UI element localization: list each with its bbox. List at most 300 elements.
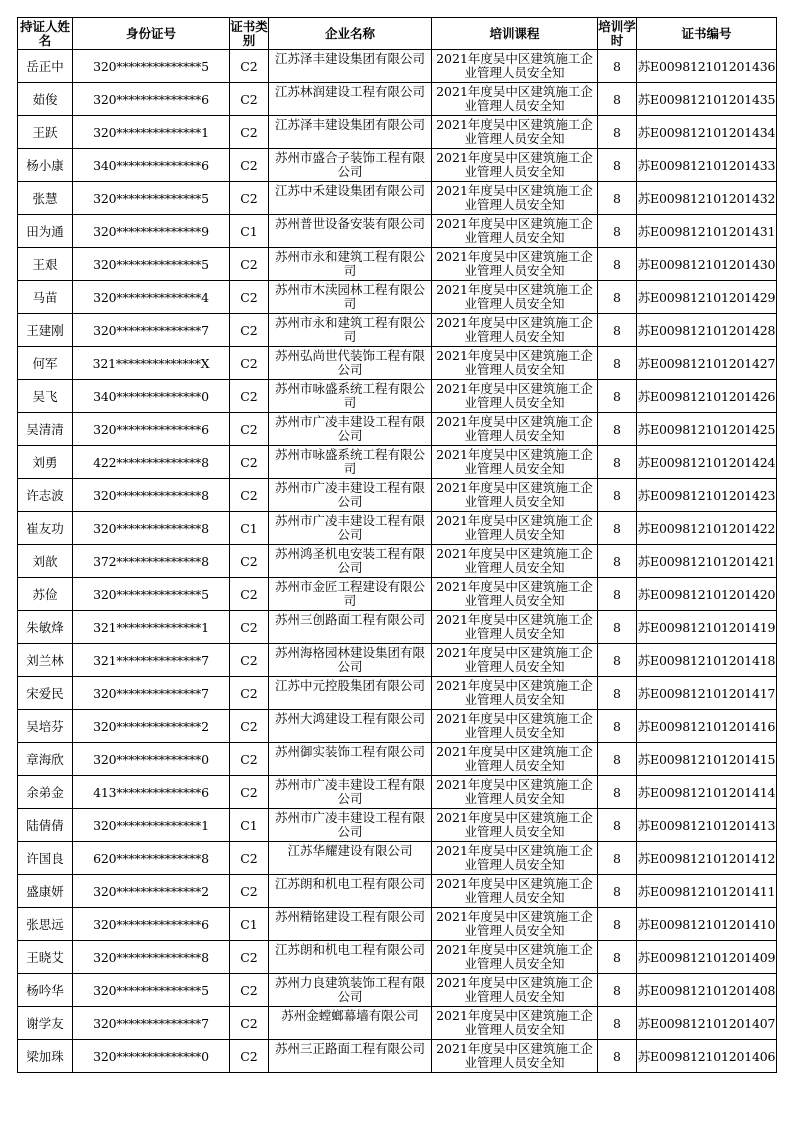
cell-company: [269, 413, 432, 446]
cell-course: [432, 974, 598, 1007]
cell-cert-number-text: 苏E009812101201425: [637, 422, 776, 437]
cell-company-text: 苏州市永和建筑工程有限公司: [274, 316, 425, 344]
cell-cert-type-text: C2: [240, 850, 258, 866]
cell-course-text: 2021年度吴中区建筑施工企业管理人员安全知: [436, 712, 593, 740]
cell-name-text: 吴飞: [32, 389, 58, 404]
cell-cert-number: [637, 842, 777, 875]
table-row: [18, 83, 777, 116]
cell-cert-type: [230, 182, 269, 215]
cell-company-text: 苏州三正路面工程有限公司: [274, 1042, 425, 1056]
cell-name-text: 朱敏烽: [26, 620, 64, 635]
cell-cert-type: [230, 809, 269, 842]
cell-name: [18, 776, 73, 809]
cell-course-text: 2021年度吴中区建筑施工企业管理人员安全知: [436, 85, 593, 113]
cell-name: [18, 611, 73, 644]
cell-name-text: 王建刚: [26, 323, 64, 338]
cell-name-text: 谢学友: [26, 1016, 64, 1031]
cell-hours-text: 8: [613, 421, 621, 437]
cell-name-text: 许志波: [26, 488, 64, 503]
cell-course: [432, 1007, 598, 1040]
cell-name: [18, 215, 73, 248]
table-row: [18, 413, 777, 446]
cell-company-text: 江苏林润建设工程有限公司: [274, 85, 425, 99]
cell-name-text: 许国良: [26, 851, 64, 866]
cell-course: [432, 908, 598, 941]
cell-cert-type-text: C2: [240, 190, 258, 206]
cell-course-text: 2021年度吴中区建筑施工企业管理人员安全知: [436, 1009, 593, 1037]
table-row: [18, 974, 777, 1007]
cell-name-text: 刘兰林: [26, 653, 64, 668]
cell-company-text: 苏州市广凌丰建设工程有限公司: [274, 415, 425, 443]
cell-hours-text: 8: [613, 355, 621, 371]
cell-name: [18, 347, 73, 380]
cell-cert-number: [637, 248, 777, 281]
table-row: [18, 182, 777, 215]
cell-course-text: 2021年度吴中区建筑施工企业管理人员安全知: [436, 382, 593, 410]
cell-name-text: 马苗: [32, 290, 58, 305]
cell-name: [18, 941, 73, 974]
cell-name: [18, 83, 73, 116]
cell-course-text: 2021年度吴中区建筑施工企业管理人员安全知: [436, 910, 593, 938]
cell-cert-number-text: 苏E009812101201411: [637, 884, 776, 899]
cell-company-text: 苏州精铭建设工程有限公司: [274, 910, 425, 924]
cell-hours: [598, 545, 637, 578]
cell-id-number-text: 320**************8: [93, 487, 209, 503]
cell-id-number: [73, 479, 230, 512]
cell-course: [432, 116, 598, 149]
cell-cert-type-text: C1: [240, 817, 258, 833]
cell-cert-number: [637, 380, 777, 413]
cell-cert-number: [637, 644, 777, 677]
cell-id-number: [73, 644, 230, 677]
cell-id-number: [73, 974, 230, 1007]
cell-cert-type: [230, 215, 269, 248]
table-row: [18, 50, 777, 83]
cell-name-text: 盛康妍: [26, 884, 64, 899]
cell-course: [432, 545, 598, 578]
cell-hours-text: 8: [613, 322, 621, 338]
cell-hours-text: 8: [613, 982, 621, 998]
table-row: [18, 446, 777, 479]
cell-cert-type: [230, 776, 269, 809]
cell-id-number: [73, 578, 230, 611]
cell-course-text: 2021年度吴中区建筑施工企业管理人员安全知: [436, 943, 593, 971]
cell-id-number: [73, 182, 230, 215]
cell-cert-type: [230, 974, 269, 1007]
cell-cert-number: [637, 347, 777, 380]
cell-cert-number: [637, 578, 777, 611]
cell-hours-text: 8: [613, 1048, 621, 1064]
cell-id-number-text: 320**************7: [93, 685, 209, 701]
cell-id-number: [73, 512, 230, 545]
cell-course: [432, 1040, 598, 1073]
cell-company: [269, 83, 432, 116]
cell-name-text: 吴清清: [26, 422, 64, 437]
cell-cert-number: [637, 809, 777, 842]
cell-course-text: 2021年度吴中区建筑施工企业管理人员安全知: [436, 250, 593, 278]
cell-hours: [598, 248, 637, 281]
cell-id-number-text: 320**************5: [93, 982, 209, 998]
table-row: [18, 743, 777, 776]
cell-cert-number: [637, 446, 777, 479]
table-row: [18, 281, 777, 314]
cell-id-number-text: 320**************5: [93, 256, 209, 272]
cell-id-number: [73, 380, 230, 413]
cell-cert-type-text: C2: [240, 421, 258, 437]
cell-course: [432, 446, 598, 479]
cell-hours: [598, 1040, 637, 1073]
cell-id-number-text: 320**************4: [93, 289, 209, 305]
cell-name-text: 宋爱民: [26, 686, 64, 701]
cell-name-text: 刘歆: [32, 554, 58, 569]
cell-cert-type: [230, 479, 269, 512]
cell-hours-text: 8: [613, 58, 621, 74]
cell-cert-type: [230, 1007, 269, 1040]
cell-hours: [598, 809, 637, 842]
cell-hours-text: 8: [613, 685, 621, 701]
cell-cert-number: [637, 215, 777, 248]
cell-cert-type-text: C2: [240, 949, 258, 965]
cell-name: [18, 446, 73, 479]
cell-company-text: 苏州市广凌丰建设工程有限公司: [274, 514, 425, 542]
cell-name-text: 何军: [32, 356, 58, 371]
cell-course: [432, 842, 598, 875]
table-row: [18, 941, 777, 974]
cell-course-text: 2021年度吴中区建筑施工企业管理人员安全知: [436, 316, 593, 344]
cell-course: [432, 512, 598, 545]
cell-company: [269, 116, 432, 149]
cell-cert-number: [637, 512, 777, 545]
table-row: [18, 380, 777, 413]
cell-company-text: 江苏泽丰建设集团有限公司: [274, 118, 425, 132]
cell-company-text: 苏州市咏盛系统工程有限公司: [274, 448, 425, 476]
cell-company-text: 苏州金螳螂幕墙有限公司: [281, 1009, 419, 1023]
cell-cert-number-text: 苏E009812101201410: [637, 917, 776, 932]
cell-cert-type: [230, 248, 269, 281]
cell-course: [432, 248, 598, 281]
cell-hours: [598, 776, 637, 809]
cell-company-text: 苏州市金匠工程建设有限公司: [274, 580, 425, 608]
cell-course-text: 2021年度吴中区建筑施工企业管理人员安全知: [436, 811, 593, 839]
header-course: 培训课程: [432, 18, 598, 50]
table-row: [18, 644, 777, 677]
table-row: [18, 578, 777, 611]
cell-id-number: [73, 941, 230, 974]
cell-cert-type-text: C2: [240, 685, 258, 701]
cell-cert-type-text: C2: [240, 1048, 258, 1064]
cell-company-text: 苏州御实装饰工程有限公司: [274, 745, 425, 759]
table-row: [18, 215, 777, 248]
cell-company-text: 苏州市盛合子装饰工程有限公司: [274, 151, 425, 179]
cell-id-number-text: 320**************6: [93, 916, 209, 932]
cell-hours: [598, 347, 637, 380]
cell-name: [18, 644, 73, 677]
cell-course-text: 2021年度吴中区建筑施工企业管理人员安全知: [436, 877, 593, 905]
cell-cert-number-text: 苏E009812101201418: [637, 653, 776, 668]
cell-course-text: 2021年度吴中区建筑施工企业管理人员安全知: [436, 184, 593, 212]
cell-cert-type-text: C2: [240, 124, 258, 140]
cell-company-text: 江苏华耀建设有限公司: [287, 844, 413, 858]
cell-hours-text: 8: [613, 454, 621, 470]
cell-id-number-text: 620**************8: [93, 850, 209, 866]
cell-cert-type-text: C2: [240, 487, 258, 503]
cell-cert-type: [230, 611, 269, 644]
cell-company-text: 苏州力良建筑装饰工程有限公司: [274, 976, 425, 1004]
cell-name: [18, 875, 73, 908]
cell-course: [432, 215, 598, 248]
cell-company: [269, 479, 432, 512]
cell-cert-number: [637, 1040, 777, 1073]
cell-course-text: 2021年度吴中区建筑施工企业管理人员安全知: [436, 481, 593, 509]
cell-company: [269, 974, 432, 1007]
cell-company: [269, 875, 432, 908]
cell-hours-text: 8: [613, 388, 621, 404]
cell-hours-text: 8: [613, 718, 621, 734]
cell-course-text: 2021年度吴中区建筑施工企业管理人员安全知: [436, 52, 593, 80]
cell-cert-type-text: C2: [240, 652, 258, 668]
cell-company-text: 江苏泽丰建设集团有限公司: [274, 52, 425, 66]
cell-id-number-text: 422**************8: [93, 454, 209, 470]
cell-cert-type: [230, 347, 269, 380]
cell-cert-number-text: 苏E009812101201429: [637, 290, 776, 305]
cell-id-number: [73, 743, 230, 776]
cell-id-number: [73, 413, 230, 446]
cell-id-number: [73, 677, 230, 710]
cell-cert-number: [637, 710, 777, 743]
cell-id-number-text: 372**************8: [93, 553, 209, 569]
cell-name-text: 章海欣: [26, 752, 64, 767]
cell-id-number: [73, 1040, 230, 1073]
cell-course: [432, 578, 598, 611]
cell-name: [18, 710, 73, 743]
cell-hours: [598, 611, 637, 644]
cell-course: [432, 413, 598, 446]
cell-company: [269, 182, 432, 215]
table-row: [18, 908, 777, 941]
cell-cert-number-text: 苏E009812101201434: [637, 125, 776, 140]
cell-course: [432, 50, 598, 83]
cell-hours-text: 8: [613, 586, 621, 602]
cell-cert-type-text: C1: [240, 223, 258, 239]
cell-course: [432, 941, 598, 974]
cell-id-number: [73, 611, 230, 644]
cell-company: [269, 908, 432, 941]
cell-company: [269, 941, 432, 974]
cell-cert-type-text: C2: [240, 58, 258, 74]
cell-name: [18, 743, 73, 776]
cell-cert-type-text: C2: [240, 289, 258, 305]
cell-cert-type: [230, 446, 269, 479]
table-row: [18, 314, 777, 347]
cell-cert-number-text: 苏E009812101201412: [637, 851, 776, 866]
table-row: [18, 875, 777, 908]
cell-hours-text: 8: [613, 1015, 621, 1031]
cell-name-text: 吴培芬: [26, 719, 64, 734]
cell-cert-number-text: 苏E009812101201424: [637, 455, 776, 470]
cell-hours-text: 8: [613, 157, 621, 173]
cell-hours-text: 8: [613, 190, 621, 206]
cell-company: [269, 446, 432, 479]
cell-course: [432, 314, 598, 347]
cell-id-number: [73, 875, 230, 908]
cell-name: [18, 809, 73, 842]
cell-cert-number-text: 苏E009812101201436: [637, 59, 776, 74]
cell-cert-number: [637, 776, 777, 809]
cell-cert-type-text: C2: [240, 619, 258, 635]
cell-company: [269, 710, 432, 743]
cell-cert-number: [637, 479, 777, 512]
cell-id-number-text: 321**************1: [93, 619, 209, 635]
cell-id-number-text: 320**************1: [93, 817, 209, 833]
cell-id-number-text: 320**************0: [93, 1048, 209, 1064]
cell-company-text: 江苏中元控股集团有限公司: [274, 679, 425, 693]
cell-name-text: 杨小康: [26, 158, 64, 173]
cell-id-number: [73, 314, 230, 347]
cell-cert-number-text: 苏E009812101201421: [637, 554, 776, 569]
cell-cert-type-text: C2: [240, 982, 258, 998]
cell-name: [18, 314, 73, 347]
cell-company: [269, 347, 432, 380]
cell-hours: [598, 875, 637, 908]
cell-name-text: 杨吟华: [26, 983, 64, 998]
cell-company-text: 江苏朗和机电工程有限公司: [274, 943, 425, 957]
cell-hours: [598, 677, 637, 710]
cell-cert-number-text: 苏E009812101201413: [637, 818, 776, 833]
cell-name-text: 王艰: [32, 257, 58, 272]
cell-hours: [598, 83, 637, 116]
cell-hours: [598, 842, 637, 875]
cell-company: [269, 1040, 432, 1073]
cell-cert-type: [230, 875, 269, 908]
cell-hours-text: 8: [613, 883, 621, 899]
table-row: [18, 149, 777, 182]
cell-hours-text: 8: [613, 916, 621, 932]
cell-cert-number: [637, 974, 777, 1007]
cell-hours-text: 8: [613, 223, 621, 239]
cell-cert-type-text: C2: [240, 751, 258, 767]
cell-cert-number: [637, 182, 777, 215]
cell-cert-number: [637, 116, 777, 149]
cell-company: [269, 776, 432, 809]
cell-id-number-text: 320**************5: [93, 190, 209, 206]
cell-cert-number: [637, 611, 777, 644]
cell-hours: [598, 908, 637, 941]
cell-course: [432, 776, 598, 809]
cell-hours-text: 8: [613, 553, 621, 569]
cell-course-text: 2021年度吴中区建筑施工企业管理人员安全知: [436, 217, 593, 245]
table-row: [18, 776, 777, 809]
cell-id-number: [73, 50, 230, 83]
cell-cert-number-text: 苏E009812101201427: [637, 356, 776, 371]
cell-hours: [598, 314, 637, 347]
cell-course-text: 2021年度吴中区建筑施工企业管理人员安全知: [436, 976, 593, 1004]
cell-hours-text: 8: [613, 949, 621, 965]
cell-course-text: 2021年度吴中区建筑施工企业管理人员安全知: [436, 415, 593, 443]
cell-hours-text: 8: [613, 751, 621, 767]
cell-id-number-text: 340**************6: [93, 157, 209, 173]
table-row: [18, 479, 777, 512]
cell-cert-number: [637, 908, 777, 941]
cell-id-number-text: 320**************6: [93, 91, 209, 107]
cell-id-number-text: 321**************7: [93, 652, 209, 668]
cell-name: [18, 974, 73, 1007]
cell-cert-type-text: C2: [240, 1015, 258, 1031]
cell-cert-type-text: C2: [240, 322, 258, 338]
cell-id-number: [73, 281, 230, 314]
header-cert-number: 证书编号: [637, 18, 777, 50]
cell-id-number: [73, 446, 230, 479]
cell-id-number-text: 320**************5: [93, 586, 209, 602]
cell-course: [432, 743, 598, 776]
cell-id-number-text: 320**************1: [93, 124, 209, 140]
cell-company: [269, 611, 432, 644]
cell-name: [18, 512, 73, 545]
cell-cert-type: [230, 149, 269, 182]
cell-id-number-text: 320**************8: [93, 949, 209, 965]
table-row: [18, 710, 777, 743]
cell-name-text: 茹俊: [32, 92, 58, 107]
cell-name-text: 张思远: [26, 917, 64, 932]
cell-cert-type-text: C2: [240, 256, 258, 272]
cell-hours-text: 8: [613, 124, 621, 140]
cell-company-text: 苏州市木渎园林工程有限公司: [274, 283, 425, 311]
cell-name-text: 岳正中: [26, 59, 64, 74]
table-row: [18, 347, 777, 380]
cell-company: [269, 842, 432, 875]
cell-hours-text: 8: [613, 619, 621, 635]
cell-course: [432, 677, 598, 710]
cell-company-text: 苏州大鸿建设工程有限公司: [274, 712, 425, 726]
cell-course: [432, 644, 598, 677]
cell-cert-type: [230, 281, 269, 314]
table-row: [18, 116, 777, 149]
cell-cert-number-text: 苏E009812101201426: [637, 389, 776, 404]
cell-cert-number: [637, 50, 777, 83]
cell-company-text: 苏州市永和建筑工程有限公司: [274, 250, 425, 278]
table-body: [18, 50, 777, 1073]
cell-company: [269, 149, 432, 182]
cell-hours-text: 8: [613, 817, 621, 833]
cell-hours: [598, 941, 637, 974]
header-cert-type: 证书类别: [230, 18, 268, 48]
cell-cert-number-text: 苏E009812101201415: [637, 752, 776, 767]
cell-course-text: 2021年度吴中区建筑施工企业管理人员安全知: [436, 1042, 593, 1070]
cell-hours: [598, 974, 637, 1007]
cell-hours: [598, 380, 637, 413]
cell-id-number: [73, 710, 230, 743]
cell-id-number-text: 320**************5: [93, 58, 209, 74]
cell-course-text: 2021年度吴中区建筑施工企业管理人员安全知: [436, 448, 593, 476]
cell-course-text: 2021年度吴中区建筑施工企业管理人员安全知: [436, 778, 593, 806]
cell-hours: [598, 710, 637, 743]
cell-hours: [598, 182, 637, 215]
cell-course-text: 2021年度吴中区建筑施工企业管理人员安全知: [436, 547, 593, 575]
cell-cert-number: [637, 83, 777, 116]
cell-name: [18, 149, 73, 182]
cell-cert-number-text: 苏E009812101201432: [637, 191, 776, 206]
cell-name-text: 梁加珠: [26, 1049, 64, 1064]
cell-name: [18, 545, 73, 578]
cell-id-number: [73, 1007, 230, 1040]
cell-course: [432, 281, 598, 314]
cell-cert-type: [230, 677, 269, 710]
cell-hours-text: 8: [613, 850, 621, 866]
cell-course-text: 2021年度吴中区建筑施工企业管理人员安全知: [436, 118, 593, 146]
cell-company: [269, 50, 432, 83]
cell-company: [269, 512, 432, 545]
cell-name: [18, 1007, 73, 1040]
cell-cert-type: [230, 578, 269, 611]
